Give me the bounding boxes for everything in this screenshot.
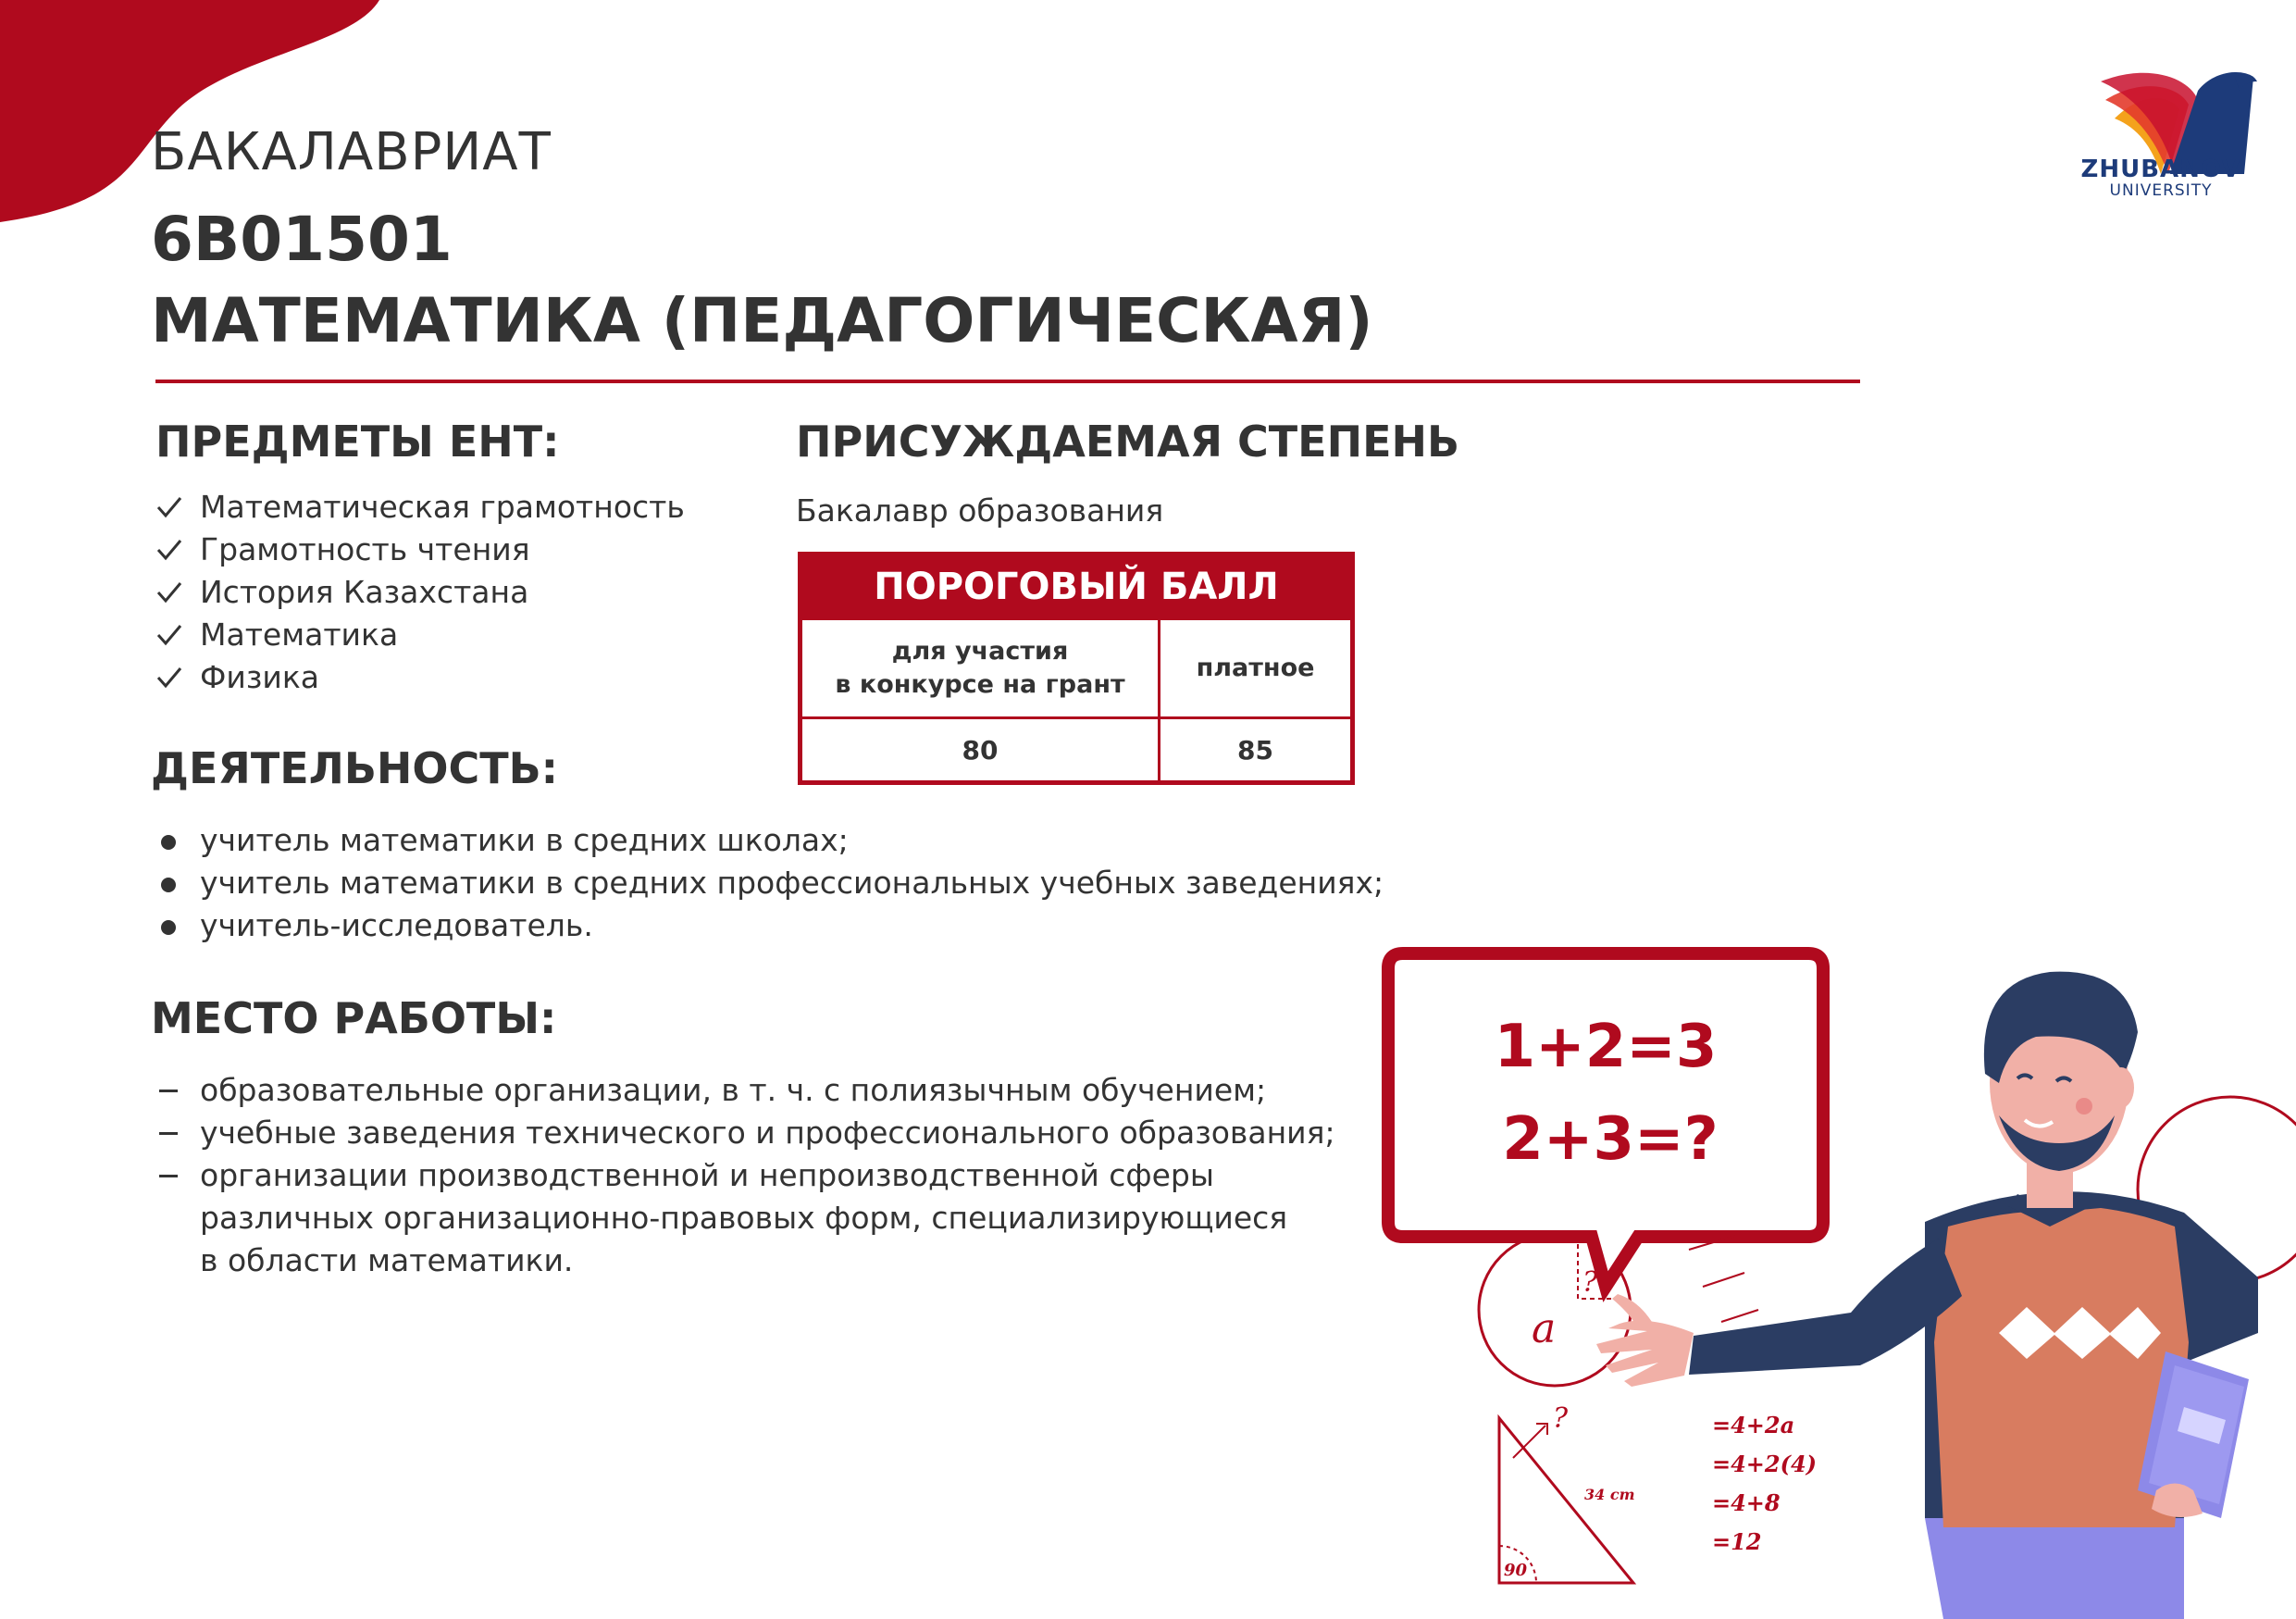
- ent-subjects-list: [155, 486, 685, 699]
- paid-column-header: платное: [1160, 619, 1353, 718]
- check-icon: [155, 579, 183, 605]
- check-icon: [155, 665, 183, 691]
- activity-title: ДЕЯТЕЛЬНОСТЬ:: [151, 743, 559, 793]
- list-item: учебные заведения технического и профессионального образования;: [155, 1112, 1335, 1154]
- threshold-score-table: [798, 552, 1355, 785]
- list-item: учитель математики в средних профессиональных учебных заведениях;: [155, 862, 1384, 904]
- threshold-title: ПОРОГОВЫЙ БАЛЛ: [800, 554, 1353, 619]
- logo-subtitle: UNIVERSITY: [2109, 181, 2213, 200]
- list-item: Физика: [155, 656, 685, 699]
- grant-column-header: для участия в конкурсе на грант: [800, 619, 1160, 718]
- teacher-illustration: [1370, 944, 2296, 1619]
- question-mark-2: ?: [1553, 1402, 1569, 1435]
- bullet-icon: [161, 878, 176, 892]
- degree-title: ПРИСУЖДАЕМАЯ СТЕПЕНЬ: [796, 417, 1460, 467]
- logo-name: ZHUBANOV: [2080, 156, 2241, 183]
- check-icon: [155, 494, 183, 520]
- degree-value: Бакалавр образования: [796, 492, 1164, 529]
- equation-1: =4+2a: [1712, 1412, 1795, 1438]
- bubble-line-1: 1+2=3: [1494, 1013, 1718, 1081]
- list-item: Математика: [155, 614, 685, 656]
- study-level: БАКАЛАВРИАТ: [151, 122, 552, 182]
- list-item: образовательные организации, в т. ч. с полиязычным обучением;: [155, 1069, 1335, 1112]
- bullet-icon: [161, 835, 176, 850]
- dash-icon: [159, 1132, 178, 1135]
- bubble-line-2: 2+3=?: [1502, 1105, 1719, 1174]
- equation-3: =4+8: [1712, 1489, 1781, 1516]
- workplace-title: МЕСТО РАБОТЫ:: [151, 993, 557, 1043]
- list-item: История Казахстана: [155, 571, 685, 614]
- grant-score: 80: [800, 718, 1160, 783]
- equation-4: =12: [1712, 1528, 1762, 1555]
- activity-list: [155, 819, 1384, 947]
- header-divider: [155, 380, 1860, 383]
- program-code: 6В01501: [151, 204, 453, 275]
- paid-score: 85: [1160, 718, 1353, 783]
- check-icon: [155, 622, 183, 648]
- list-item: учитель математики в средних школах;: [155, 819, 1384, 862]
- variable-a: a: [1532, 1305, 1557, 1352]
- question-mark-1: ?: [1582, 1266, 1598, 1299]
- list-item: Математическая грамотность: [155, 486, 685, 529]
- dash-icon: [159, 1175, 178, 1177]
- program-title: МАТЕМАТИКА (ПЕДАГОГИЧЕСКАЯ): [151, 285, 1373, 356]
- angle-label: 90: [1504, 1561, 1528, 1580]
- side-length: 34 cm: [1584, 1486, 1635, 1503]
- bullet-icon: [161, 920, 176, 935]
- list-item: организации производственной и непроизводственной сферы различных организационно-правовых форм, специализирующиеся в области математики.: [155, 1154, 1335, 1282]
- list-item: учитель-исследователь.: [155, 904, 1384, 947]
- ent-subjects-title: ПРЕДМЕТЫ ЕНТ:: [155, 417, 560, 467]
- list-item: Грамотность чтения: [155, 529, 685, 571]
- equation-2: =4+2(4): [1712, 1451, 1818, 1477]
- check-icon: [155, 537, 183, 563]
- workplace-list: [155, 1069, 1335, 1282]
- dash-icon: [159, 1090, 178, 1092]
